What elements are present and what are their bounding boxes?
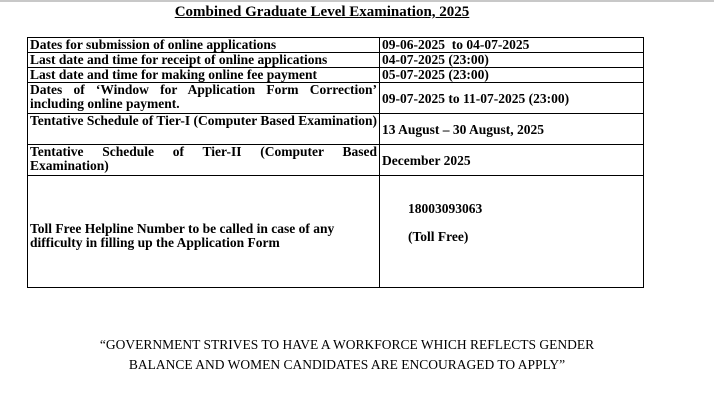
helpline-number: 18003093063 — [408, 201, 483, 216]
row-label: Dates of ‘Window for Application Form Correction’ including online payment. — [28, 83, 380, 114]
document-title: Combined Graduate Level Examination, 2025 — [174, 4, 470, 20]
footer-quote: “GOVERNMENT STRIVES TO HAVE A WORKFORCE WHICH REFLECTS GENDER BALANCE AND WOMEN CANDIDATES ARE ENCOURAGED TO APPLY” — [99, 337, 595, 372]
row-value: 05-07-2025 (23:00) — [380, 68, 644, 83]
table-row — [28, 53, 644, 68]
row-label: Dates for submission of online applications — [28, 38, 380, 53]
row-value: 09-07-2025 to 11-07-2025 (23:00) — [380, 83, 644, 114]
row-label: Tentative Schedule of Tier-II (Computer Based Examination) — [28, 145, 380, 176]
top-border-line — [0, 0, 714, 2]
table-row — [28, 114, 644, 145]
table-row — [28, 83, 644, 114]
row-value: 04-07-2025 (23:00) — [380, 53, 644, 68]
row-label: Last date and time for receipt of online applications — [28, 53, 380, 68]
table-row — [28, 38, 644, 53]
row-value: 13 August – 30 August, 2025 — [380, 114, 644, 145]
helpline-label: Toll Free Helpline Number to be called in case of any difficulty in filling up the Application Form — [28, 176, 380, 288]
row-label: Tentative Schedule of Tier-I (Computer Based Examination) — [28, 114, 380, 145]
table-row — [28, 68, 644, 83]
helpline-note: (Toll Free) — [408, 229, 469, 244]
row-value: December 2025 — [380, 145, 644, 176]
table-row — [28, 145, 644, 176]
row-value: 09-06-2025 to 04-07-2025 — [380, 38, 644, 53]
row-label: Last date and time for making online fee payment — [28, 68, 380, 83]
helpline-row — [28, 176, 644, 288]
helpline-value-cell — [380, 176, 644, 288]
schedule-table — [27, 37, 644, 288]
